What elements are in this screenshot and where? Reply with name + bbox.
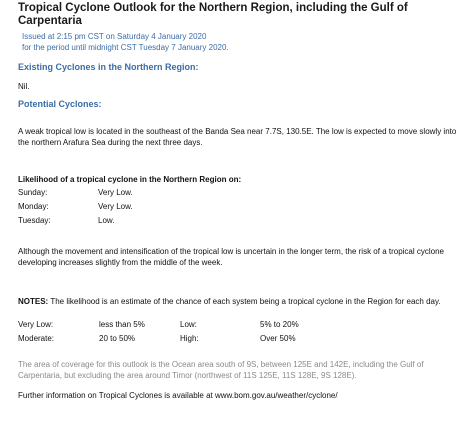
day-label: Monday:: [18, 202, 49, 211]
day-likelihood: Very Low.: [98, 202, 133, 211]
day-likelihood: Low.: [98, 216, 115, 225]
scale-label: High:: [180, 334, 199, 343]
existing-cyclones-heading: Existing Cyclones in the Northern Region:: [18, 62, 199, 72]
issued-time: Issued at 2:15 pm CST on Saturday 4 January 2020: [22, 32, 207, 41]
notes-text: [18, 296, 458, 307]
further-info: [18, 390, 458, 401]
scale-range: 20 to 50%: [99, 334, 136, 343]
scale-range: Over 50%: [260, 334, 296, 343]
page-title: Tropical Cyclone Outlook for the Northern Region, including the Gulf of Carpentaria: [18, 2, 408, 27]
further-info-text: Further information on Tropical Cyclones is available at: [18, 391, 215, 400]
day-likelihood: Very Low.: [98, 188, 133, 197]
existing-cyclones-text: Nil.: [18, 82, 30, 91]
issued-info: [22, 31, 229, 53]
issued-period: for the period until midnight CST Tuesday 7 January 2020.: [22, 43, 229, 52]
discussion-text: Although the movement and intensification of the tropical low is uncertain in the longer term, the risk of a tropical cyclone developing increases slightly from the middle of the week.: [18, 247, 445, 267]
coverage-text: The area of coverage for this outlook is the Ocean area south of 9S, between 125E and 142E, including the Gulf of Carpentaria, but excluding the area around Timor (northwest of 11S 125E, 11S 128E, 9S 128E).: [18, 360, 424, 380]
potential-cyclones-text: A weak tropical low is located in the southeast of the Banda Sea near 7.7S, 130.5E. The low is expected to move slowly into the northern Arafura Sea during the next three days.: [18, 127, 457, 147]
cyclone-info-link[interactable]: www.bom.gov.au/weather/cyclone/: [214, 391, 338, 400]
notes-body: The likelihood is an estimate of the chance of each system being a tropical cyclone in the Region for each day.: [48, 297, 441, 306]
day-label: Sunday:: [18, 188, 48, 197]
day-label: Tuesday:: [18, 216, 51, 225]
likelihood-heading: Likelihood of a tropical cyclone in the Northern Region on:: [18, 175, 242, 184]
scale-label: Very Low:: [18, 320, 54, 329]
scale-range: 5% to 20%: [260, 320, 299, 329]
notes-label: NOTES:: [18, 297, 49, 306]
scale-range: less than 5%: [99, 320, 145, 329]
potential-cyclones-heading: Potential Cyclones:: [18, 99, 102, 109]
scale-label: Moderate:: [18, 334, 55, 343]
scale-label: Low:: [180, 320, 197, 329]
